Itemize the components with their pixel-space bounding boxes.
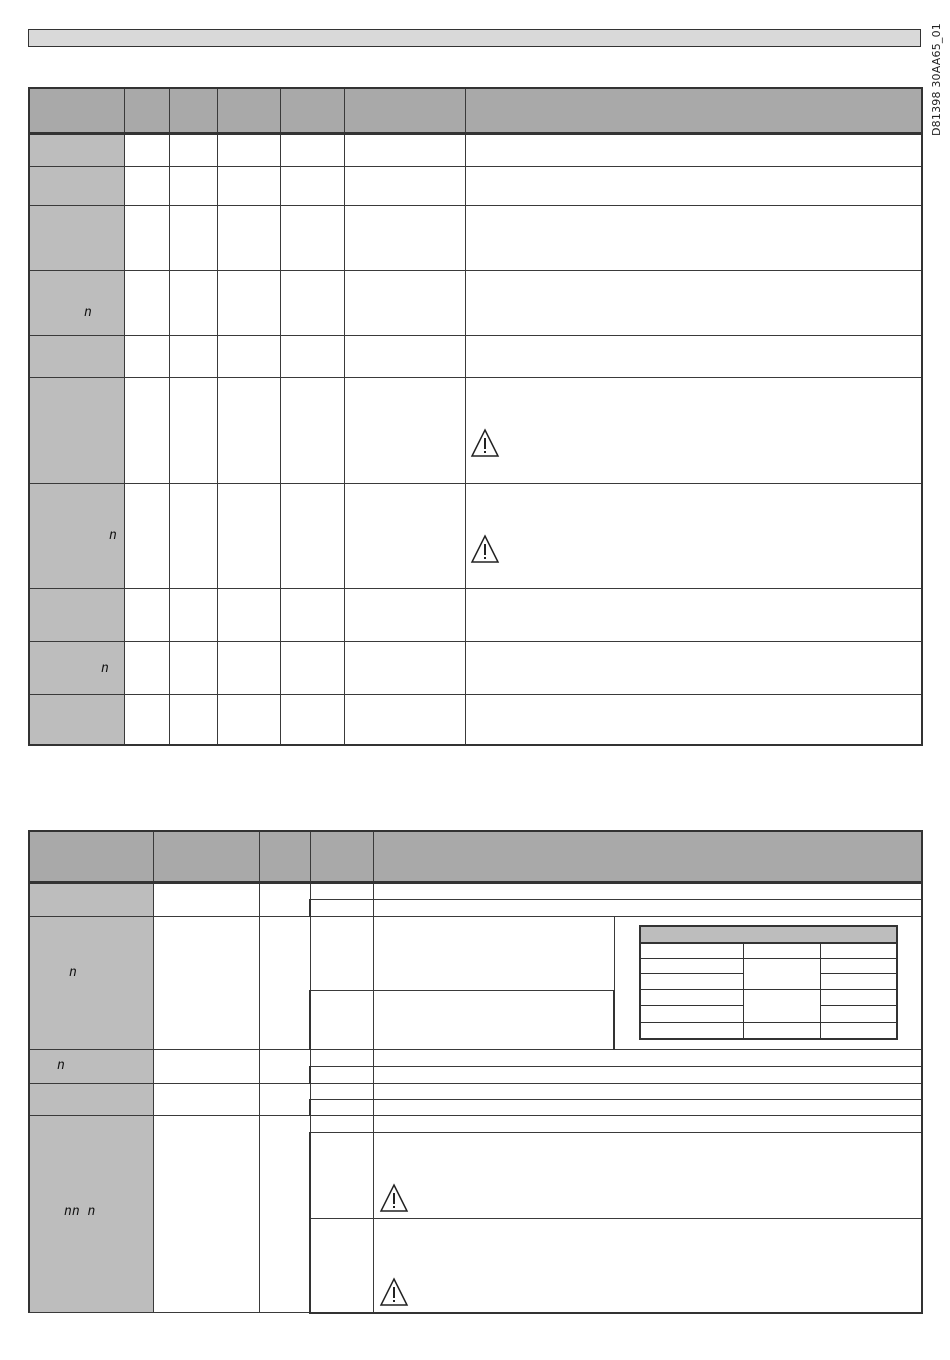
segment-display-glyph: n — [69, 964, 77, 980]
warning-triangle-icon — [379, 1277, 409, 1307]
table1-header-row — [29, 88, 922, 133]
table-row — [29, 641, 922, 694]
table-row — [29, 694, 922, 745]
table-row — [29, 882, 922, 899]
top-header-bar — [28, 29, 921, 47]
nested-table-header — [640, 926, 897, 943]
parameter-table-1 — [28, 87, 923, 746]
table-row — [640, 989, 897, 1006]
table-row — [29, 270, 922, 335]
table-row — [29, 133, 922, 166]
segment-display-glyph: n — [109, 527, 117, 543]
table-row — [29, 1049, 922, 1066]
table-row — [640, 958, 897, 974]
warning-triangle-icon — [470, 534, 500, 564]
parameter-table-2 — [28, 830, 923, 1314]
table-row — [29, 166, 922, 205]
table-row — [640, 943, 897, 959]
segment-display-glyph: nn n — [64, 1203, 96, 1219]
table-row — [29, 335, 922, 377]
table-row — [29, 377, 922, 483]
segment-display-glyph: n — [84, 304, 92, 320]
nested-options-table — [639, 925, 898, 1040]
warning-triangle-icon — [470, 428, 500, 458]
table2-header-row — [29, 831, 922, 882]
table-row — [640, 1022, 897, 1039]
table-row — [29, 483, 922, 588]
document-id: D81398 30AA65_01 — [930, 22, 943, 136]
segment-display-glyph: n — [101, 660, 109, 676]
table-row — [29, 1115, 922, 1132]
table-row — [29, 205, 922, 270]
warning-triangle-icon — [379, 1183, 409, 1213]
table-row — [29, 588, 922, 641]
segment-display-glyph: n — [57, 1057, 65, 1073]
table-row — [29, 1083, 922, 1099]
